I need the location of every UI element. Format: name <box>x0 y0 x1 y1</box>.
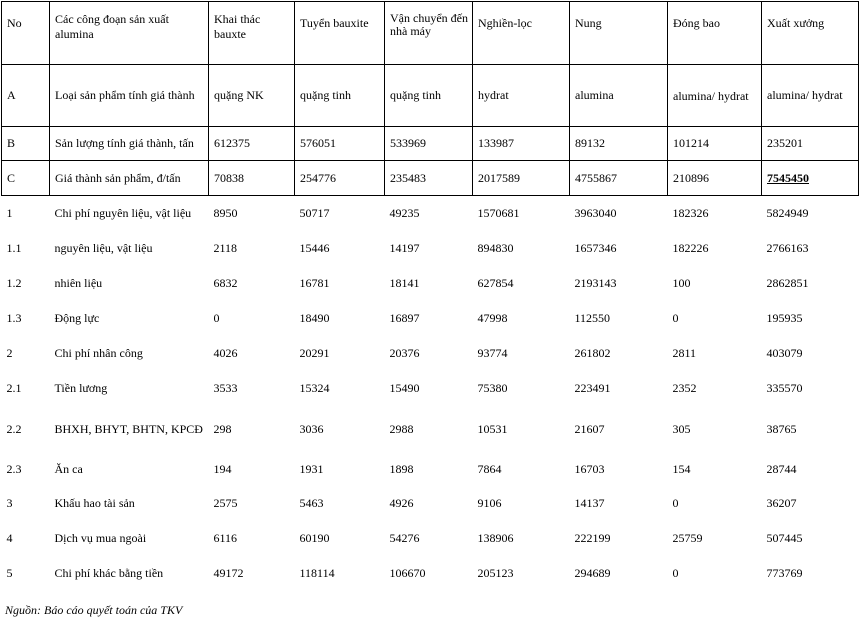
cell: 261802 <box>574 345 611 360</box>
cell: 2017589 <box>473 161 570 196</box>
cell: 16897 <box>389 310 420 325</box>
cell: 154 <box>672 461 691 476</box>
row-label: Khấu hao tài sản <box>54 495 135 510</box>
header-stage: Các công đoạn sản xuất alumina <box>50 2 209 65</box>
cell: 89132 <box>570 127 668 161</box>
row-label: Dịch vụ mua ngoài <box>54 530 147 545</box>
cell: 894830 <box>477 240 514 255</box>
cell: 294689 <box>574 565 611 580</box>
row-no: 4 <box>6 530 13 545</box>
table-row <box>2 371 859 406</box>
table-row <box>2 406 859 453</box>
cell: 576051 <box>295 127 385 161</box>
table-row <box>2 231 859 266</box>
cell: 2118 <box>213 240 238 255</box>
cell: 50717 <box>299 205 330 220</box>
cell: 222199 <box>574 530 611 545</box>
header-col-7: Xuất xưởng <box>762 2 859 65</box>
table-row <box>2 196 859 231</box>
row-no: A <box>2 65 50 127</box>
cell: 182226 <box>672 240 709 255</box>
cell: 4026 <box>213 345 238 360</box>
cell: 25759 <box>672 530 703 545</box>
cell: 20291 <box>299 345 330 360</box>
cell: 49172 <box>213 565 244 580</box>
cell: 14197 <box>389 240 420 255</box>
row-label: nguyên liệu, vật liệu <box>54 240 153 255</box>
header-col-1: Khai thác bauxte <box>209 2 295 65</box>
row-no: C <box>2 161 50 196</box>
table-row <box>2 486 859 521</box>
cell: 8950 <box>213 205 238 220</box>
cost-rows <box>2 196 859 591</box>
row-no: 5 <box>6 565 13 580</box>
row-label: Loại sản phẩm tính giá thành <box>50 65 209 127</box>
cell: 70838 <box>209 161 295 196</box>
cell: 2811 <box>672 345 697 360</box>
cell: 4755867 <box>570 161 668 196</box>
cell: quặng tinh <box>385 65 473 127</box>
cell: 93774 <box>477 345 508 360</box>
cell: 1931 <box>299 461 324 476</box>
cell: 20376 <box>389 345 420 360</box>
cell: 112550 <box>574 310 611 325</box>
cell: hydrat <box>473 65 570 127</box>
cell: 1898 <box>389 461 414 476</box>
cell: 305 <box>672 421 691 436</box>
cell: alumina <box>570 65 668 127</box>
header-col-2: Tuyển bauxite <box>295 2 385 65</box>
cell: 0 <box>672 495 679 510</box>
cell: 2193143 <box>574 275 617 290</box>
cell: 47998 <box>477 310 508 325</box>
cell: 0 <box>213 310 220 325</box>
row-no: 2.1 <box>6 380 22 395</box>
cell: quặng tinh <box>295 65 385 127</box>
cell: 15324 <box>299 380 330 395</box>
row-no: 1.3 <box>6 310 22 325</box>
cell: 182326 <box>672 205 709 220</box>
row-no: 2 <box>6 345 13 360</box>
source-note: Nguồn: Báo cáo quyết toán của TKV <box>5 603 183 617</box>
row-label: nhiên liệu <box>54 275 103 290</box>
summary-row-b <box>2 127 859 161</box>
row-no: 1.2 <box>6 275 22 290</box>
row-label: Chi phí nhân công <box>54 345 143 360</box>
table-row <box>2 266 859 301</box>
header-no: No <box>2 2 50 65</box>
header-col-4: Nghiền-lọc <box>473 2 570 65</box>
summary-row-a <box>2 65 859 127</box>
row-label: Sản lượng tính giá thành, tấn <box>50 127 209 161</box>
cell: 6116 <box>213 530 238 545</box>
table-row <box>2 301 859 336</box>
header-col-6: Đóng bao <box>668 2 762 65</box>
cell: 403079 <box>766 345 803 360</box>
cell: 210896 <box>668 161 762 196</box>
table-row <box>2 556 859 591</box>
cell: 18490 <box>299 310 330 325</box>
row-no: 1.1 <box>6 240 22 255</box>
row-label: Tiền lương <box>54 380 108 395</box>
cell: 28744 <box>766 461 797 476</box>
cell: 16781 <box>299 275 330 290</box>
cell: 3533 <box>213 380 238 395</box>
cell: 15490 <box>389 380 420 395</box>
cell: 133987 <box>473 127 570 161</box>
row-label: Chi phí nguyên liệu, vật liệu <box>54 205 192 220</box>
cell: 101214 <box>668 127 762 161</box>
cell: 2352 <box>672 380 697 395</box>
cell: 3036 <box>299 421 324 436</box>
row-no: B <box>2 127 50 161</box>
cell: 0 <box>672 310 679 325</box>
cell: 5824949 <box>766 205 809 220</box>
cell: 1657346 <box>574 240 617 255</box>
cell: 100 <box>672 275 691 290</box>
cost-table <box>1 1 859 591</box>
cell: 2766163 <box>766 240 809 255</box>
cell: 60190 <box>299 530 330 545</box>
cell: 2862851 <box>766 275 809 290</box>
cell: 54276 <box>389 530 420 545</box>
highlighted-total-cell: 7545450 <box>762 161 859 196</box>
cell: 2988 <box>389 421 414 436</box>
cell: 0 <box>672 565 679 580</box>
cell: alumina/ hydrat <box>762 65 859 127</box>
cell: 194 <box>213 461 232 476</box>
cell: 235201 <box>762 127 859 161</box>
cell: 4926 <box>389 495 414 510</box>
cell: 9106 <box>477 495 502 510</box>
cell: 138906 <box>477 530 514 545</box>
cell: 773769 <box>766 565 803 580</box>
row-no: 1 <box>6 205 13 220</box>
header-col-3: Vận chuyển đến nhà máy <box>385 2 473 65</box>
cell: quặng NK <box>209 65 295 127</box>
cell: 298 <box>213 421 232 436</box>
table-row <box>2 521 859 556</box>
cell: 335570 <box>766 380 803 395</box>
row-label: Ăn ca <box>54 461 83 476</box>
table-header-row <box>2 2 859 65</box>
cell: 7864 <box>477 461 502 476</box>
row-no: 2.2 <box>6 421 22 436</box>
cell: 118114 <box>299 565 335 580</box>
cell: 49235 <box>389 205 420 220</box>
cell: alumina/ hydrat <box>668 65 762 127</box>
cell: 38765 <box>766 421 797 436</box>
cell: 16703 <box>574 461 605 476</box>
row-label: Giá thành sản phẩm, đ/tấn <box>50 161 209 196</box>
summary-row-c <box>2 161 859 196</box>
cell: 106670 <box>389 565 426 580</box>
cell: 5463 <box>299 495 324 510</box>
cell: 15446 <box>299 240 330 255</box>
cell: 36207 <box>766 495 797 510</box>
cell: 205123 <box>477 565 514 580</box>
cell: 21607 <box>574 421 605 436</box>
cell: 507445 <box>766 530 803 545</box>
table-row <box>2 336 859 371</box>
row-no: 2.3 <box>6 461 22 476</box>
header-col-5: Nung <box>570 2 668 65</box>
cell: 1570681 <box>477 205 520 220</box>
cell: 2575 <box>213 495 238 510</box>
cell: 223491 <box>574 380 611 395</box>
cell: 75380 <box>477 380 508 395</box>
cell: 18141 <box>389 275 420 290</box>
cell: 612375 <box>209 127 295 161</box>
cell: 627854 <box>477 275 514 290</box>
cell: 235483 <box>385 161 473 196</box>
cell: 14137 <box>574 495 605 510</box>
row-label: Động lực <box>54 310 100 325</box>
cell: 10531 <box>477 421 508 436</box>
row-label: BHXH, BHYT, BHTN, KPCĐ <box>54 421 203 436</box>
cell: 254776 <box>295 161 385 196</box>
cell: 3963040 <box>574 205 617 220</box>
cell: 533969 <box>385 127 473 161</box>
cell: 195935 <box>766 310 803 325</box>
cell: 6832 <box>213 275 238 290</box>
row-no: 3 <box>6 495 13 510</box>
table-row <box>2 453 859 486</box>
row-label: Chi phí khác bằng tiền <box>54 565 164 580</box>
